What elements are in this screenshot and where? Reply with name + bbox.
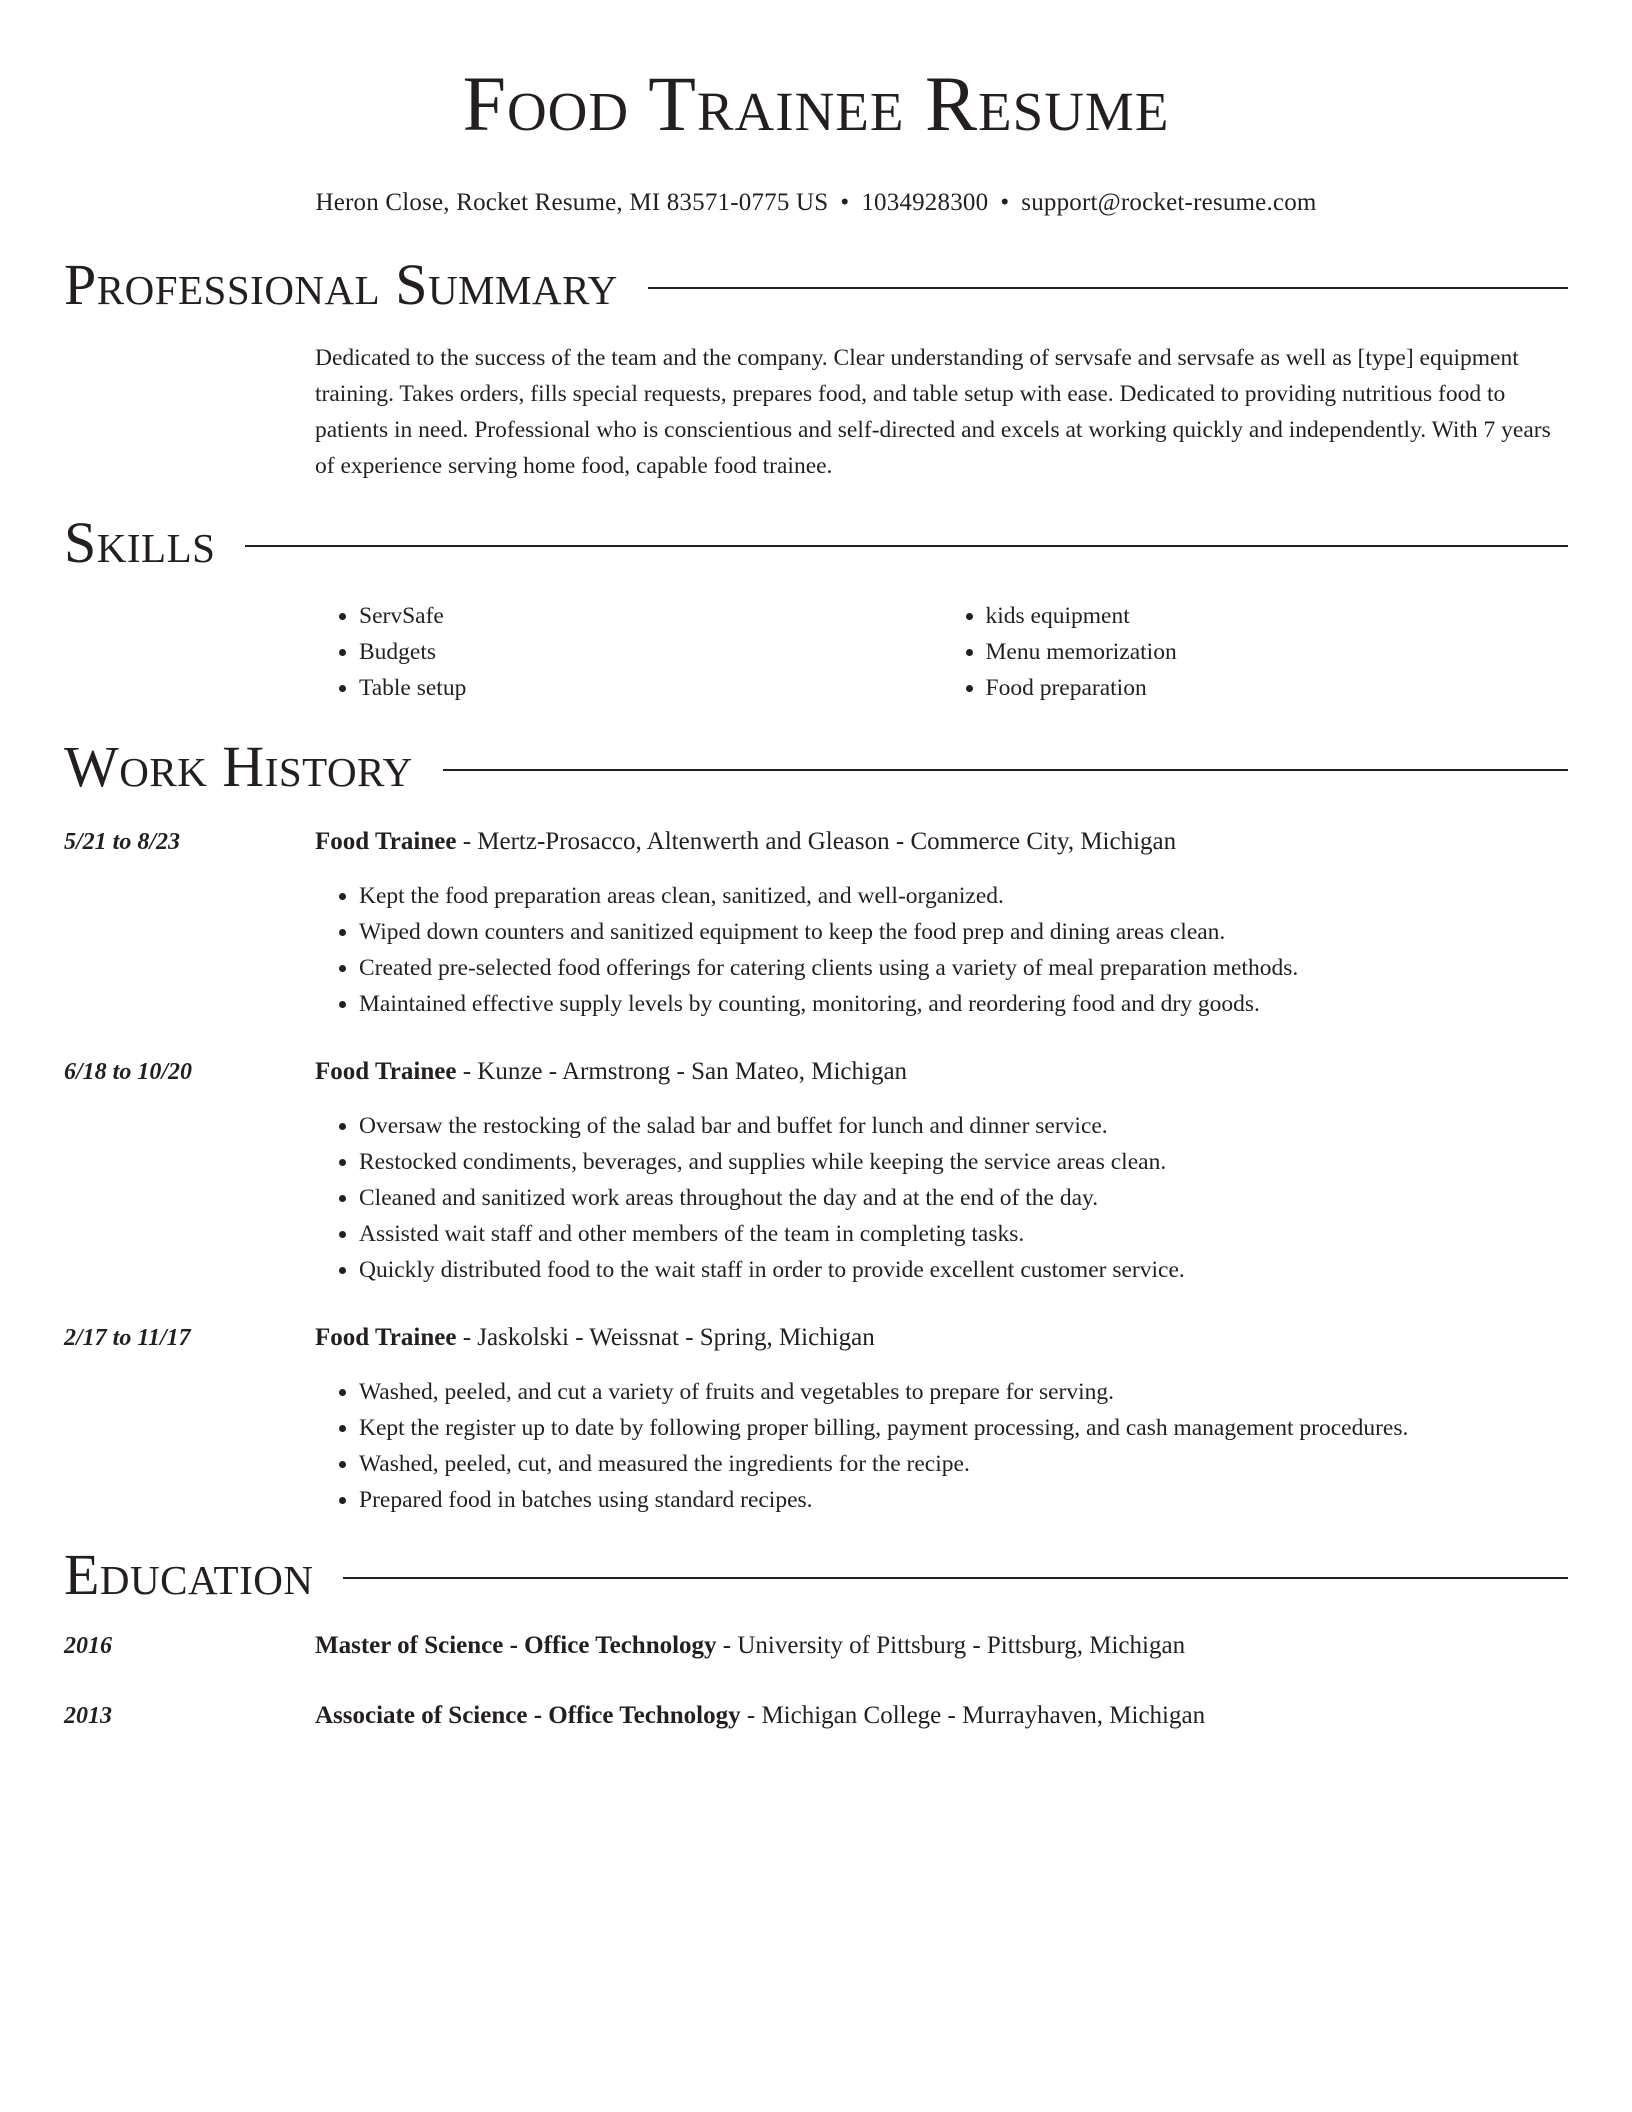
contact-separator: • <box>1000 189 1010 216</box>
work-bullet: • Assisted wait staff and other members of the team in completing tasks. <box>359 1216 1568 1252</box>
skill-item: • Menu memorization <box>986 634 1569 670</box>
resume-title: Food Trainee Resume <box>462 60 1170 147</box>
work-bullet: • Wiped down counters and sanitized equipment to keep the food prep and dining areas clean. <box>359 914 1568 950</box>
work-dates: 5/21 to 8/23 <box>64 829 181 855</box>
contact-phone: 1034928300 <box>861 189 989 216</box>
section-divider <box>648 287 1568 289</box>
summary-text: Dedicated to the success of the team and the company. Clear understanding of servsafe and servsafe as well as [type] equipment training. Takes orders, fills special requests, prepares food, and table setup with ease. Dedicated to providing nutritious food to patients in need. Professional who is conscientious and self-directed and excels at working quickly and independently. With 7 years of experience serving home food, capable food trainee. <box>315 345 1551 479</box>
section-heading: Work History <box>64 734 413 799</box>
work-bullet: • Created pre-selected food offerings for catering clients using a variety of meal preparation methods. <box>359 950 1568 986</box>
section-skills <box>64 510 1568 576</box>
section-heading: Skills <box>64 510 216 575</box>
skill-item: • Food preparation <box>986 670 1569 706</box>
work-dates: 2/17 to 11/17 <box>64 1325 191 1351</box>
education-entry <box>64 1698 1568 1734</box>
skills-column-right <box>942 598 1569 706</box>
contact-email: support@rocket-resume.com <box>1021 189 1317 216</box>
school-location: - Michigan College - Murrayhaven, Michigan <box>740 1702 1206 1729</box>
work-bullet: • Maintained effective supply levels by counting, monitoring, and reordering food and dry goods. <box>359 986 1568 1022</box>
work-bullets <box>315 878 1568 1022</box>
section-education <box>64 1542 1568 1608</box>
work-bullets <box>315 1374 1568 1518</box>
education-heading <box>315 1698 1568 1734</box>
degree: Associate of Science - Office Technology <box>315 1702 741 1729</box>
section-professional-summary <box>64 252 1568 318</box>
section-work-history <box>64 734 1568 800</box>
work-bullet: • Cleaned and sanitized work areas throughout the day and at the end of the day. <box>359 1180 1568 1216</box>
section-divider <box>343 1577 1568 1579</box>
work-bullet: • Oversaw the restocking of the salad bar and buffet for lunch and dinner service. <box>359 1108 1568 1144</box>
work-heading <box>315 824 1568 860</box>
contact-line <box>64 188 1568 218</box>
work-dates: 6/18 to 10/20 <box>64 1059 193 1085</box>
section-heading: Education <box>64 1542 314 1607</box>
work-heading <box>315 1320 1568 1356</box>
skills-list <box>315 598 1568 706</box>
work-bullet: • Restocked condiments, beverages, and supplies while keeping the service areas clean. <box>359 1144 1568 1180</box>
education-heading <box>315 1628 1568 1664</box>
work-entry <box>64 1054 1568 1288</box>
work-entry <box>64 824 1568 1022</box>
section-divider <box>443 769 1568 771</box>
work-heading <box>315 1054 1568 1090</box>
school-location: - University of Pittsburg - Pittsburg, Michigan <box>716 1632 1186 1659</box>
contact-separator: • <box>840 189 850 216</box>
degree: Master of Science - Office Technology <box>315 1632 717 1659</box>
work-bullets <box>315 1108 1568 1288</box>
section-divider <box>245 545 1568 547</box>
work-bullet: • Washed, peeled, cut, and measured the ingredients for the recipe. <box>359 1446 1568 1482</box>
work-bullet: • Kept the register up to date by following proper billing, payment processing, and cash management procedures. <box>359 1410 1568 1446</box>
contact-address: Heron Close, Rocket Resume, MI 83571-0775 US <box>315 189 829 216</box>
education-entry <box>64 1628 1568 1664</box>
skill-item: • Budgets <box>359 634 942 670</box>
education-year: 2013 <box>64 1703 112 1729</box>
job-title: Food Trainee <box>315 1324 457 1351</box>
skill-item: • kids equipment <box>986 598 1569 634</box>
work-bullet: • Quickly distributed food to the wait staff in order to provide excellent customer service. <box>359 1252 1568 1288</box>
skill-item: • ServSafe <box>359 598 942 634</box>
job-title: Food Trainee <box>315 1058 457 1085</box>
work-bullet: • Washed, peeled, and cut a variety of fruits and vegetables to prepare for serving. <box>359 1374 1568 1410</box>
education-year: 2016 <box>64 1633 112 1659</box>
work-entry <box>64 1320 1568 1518</box>
employer-location: - Kunze - Armstrong - San Mateo, Michigan <box>456 1058 908 1085</box>
employer-location: - Jaskolski - Weissnat - Spring, Michigan <box>456 1324 875 1351</box>
skill-item: • Table setup <box>359 670 942 706</box>
work-bullet: • Prepared food in batches using standard recipes. <box>359 1482 1568 1518</box>
employer-location: - Mertz-Prosacco, Altenwerth and Gleason - Commerce City, Michigan <box>456 828 1177 855</box>
job-title: Food Trainee <box>315 828 457 855</box>
section-heading: Professional Summary <box>64 252 618 317</box>
work-bullet: • Kept the food preparation areas clean, sanitized, and well-organized. <box>359 878 1568 914</box>
skills-column-left <box>315 598 942 706</box>
